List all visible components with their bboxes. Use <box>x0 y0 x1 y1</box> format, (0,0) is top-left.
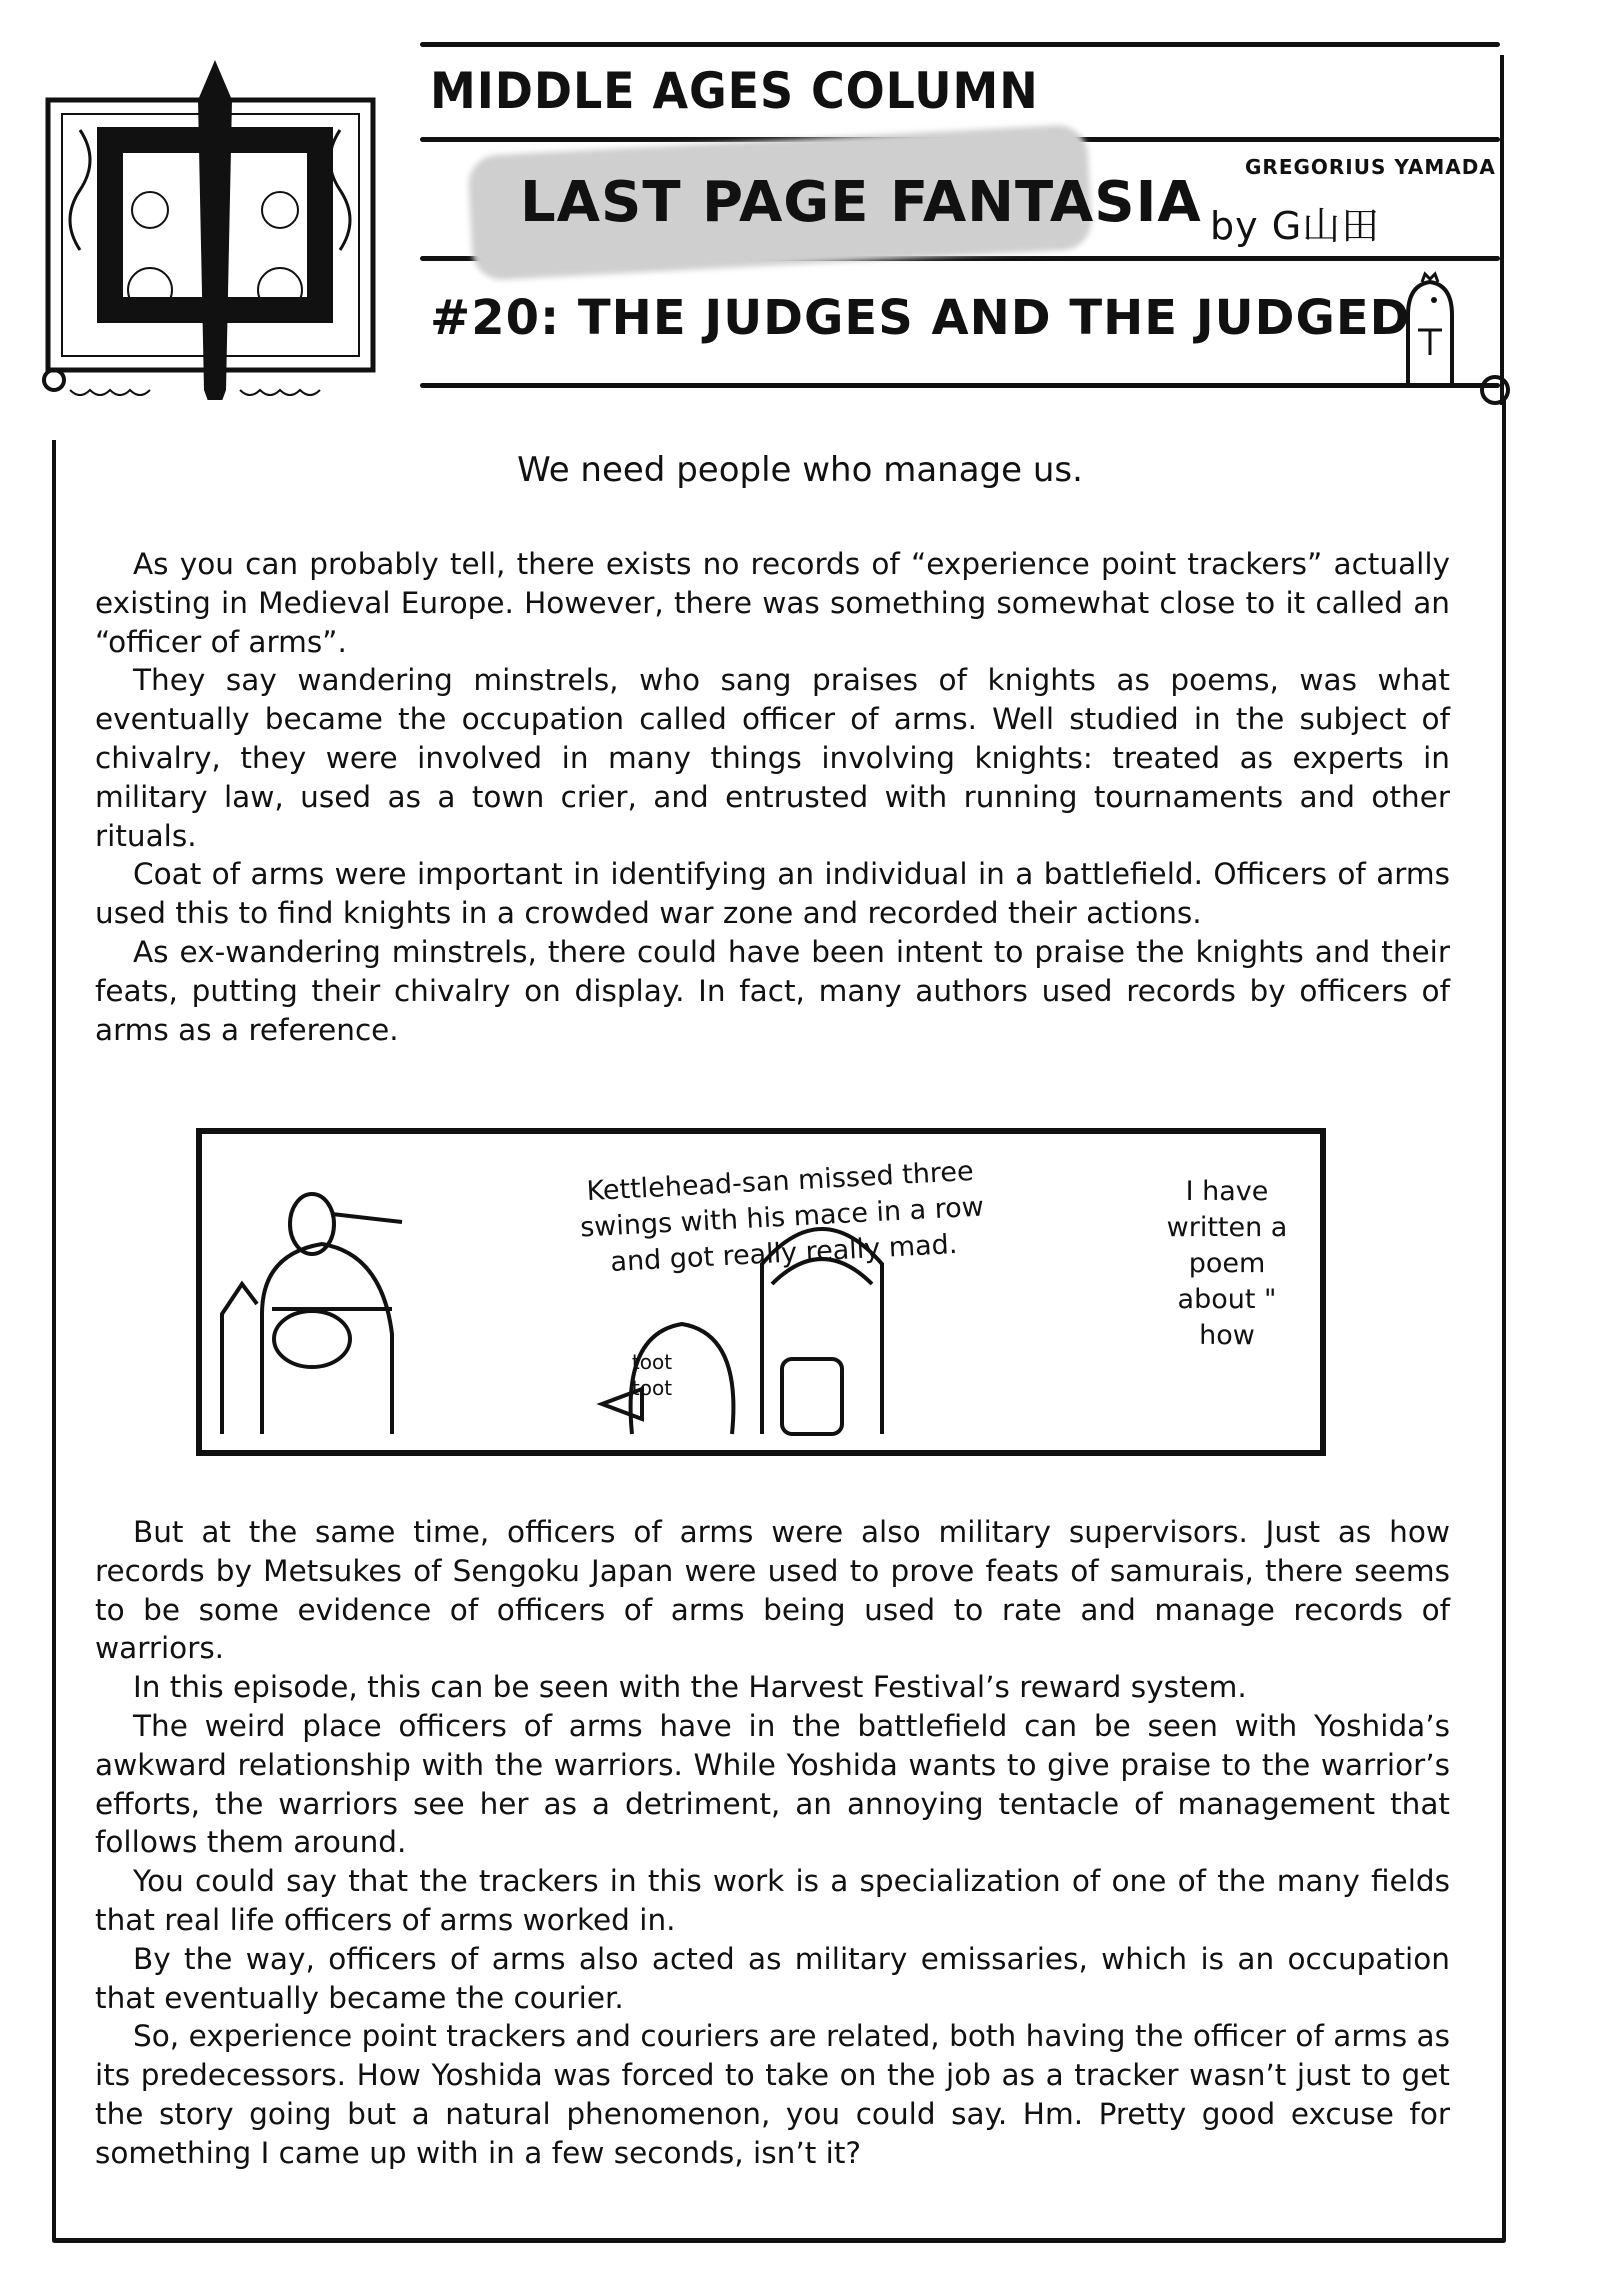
page-right-border <box>1502 400 1506 2240</box>
article-body-part-1 <box>95 545 1450 1049</box>
article-body-part-2 <box>95 1513 1450 2173</box>
column-title: LAST PAGE FANTASIA <box>520 170 1202 235</box>
paragraph: In this episode, this can be seen with the Harvest Festival’s reward system. <box>133 1670 1247 1705</box>
episode-title: #20: THE JUDGES AND THE JUDGED <box>430 290 1411 346</box>
page-bottom-border <box>52 2238 1506 2243</box>
author-name: GREGORIUS YAMADA <box>1245 155 1496 179</box>
paragraph: Coat of arms were important in identifying an individual in a battlefield. Officers of arms used this to find knights in a crowded war zone and recorded their actions. <box>95 857 1450 931</box>
paragraph: By the way, officers of arms also acted as military emissaries, which is an occupation that eventually became the courier. <box>95 1941 1450 2015</box>
column-subtitle: We need people who manage us. <box>517 450 1083 490</box>
paragraph: So, experience point trackers and couriers are related, both having the officer of arms as its predecessors. How Yoshida was forced to take on the job as a tracker wasn’t just to get the story going but a natural phenomenon, you could say. Hm. Pretty good excuse for something I came up with in a few seconds, isn’t it? <box>95 2019 1450 2170</box>
page-left-border <box>52 440 56 2240</box>
paragraph: They say wandering minstrels, who sang praises of knights as poems, was what eventually became the occupation called officer of arms. Well studied in the subject of chivalry, they were involved in many things involving knights: treated as experts in military law, used as a town crier, and entrusted with running tournaments and other rituals. <box>95 663 1450 853</box>
header-rule-4 <box>420 383 1500 388</box>
paragraph: But at the same time, officers of arms were also military supervisors. Just as how records by Metsukes of Sengoku Japan were used to prove feats of samurais, there seems to be some evidence of officers of arms being used to rate and manage records of warriors. <box>95 1515 1450 1666</box>
comic-panel <box>196 1128 1326 1456</box>
paragraph: The weird place officers of arms have in the battlefield can be seen with Yoshida’s awkward relationship with the warriors. While Yoshida wants to give praise to the warrior’s efforts, the warriors see her as a detriment, an annoying tentacle of management that follows them around. <box>95 1708 1450 1860</box>
sound-effect: toot toot <box>631 1350 673 1400</box>
paragraph: As ex-wandering minstrels, there could have been intent to praise the knights and their feats, putting their chivalry on display. In fact, many authors used records by officers of arms as a reference. <box>95 934 1450 1047</box>
panel-speech: I have written a poem about " how <box>1166 1176 1288 1351</box>
header-rule-top <box>420 42 1500 47</box>
paragraph: You could say that the trackers in this work is a specialization of one of the many fields that real life officers of arms worked in. <box>95 1864 1450 1937</box>
knight-mascot-icon <box>1400 270 1460 394</box>
column-series-title: MIDDLE AGES COLUMN <box>430 62 1039 120</box>
illuminated-initial-logo <box>40 60 400 400</box>
paragraph: As you can probably tell, there exists no records of “experience point trackers” actually existing in Medieval Europe. However, there was something somewhat close to it called an “officer of arms”. <box>95 547 1450 659</box>
panel-caption: Kettlehead-san missed three swings with his mace in a row and got really really mad. <box>579 1155 985 1279</box>
header-right-border <box>1500 55 1504 405</box>
author-byline: by G山田 <box>1210 204 1381 248</box>
